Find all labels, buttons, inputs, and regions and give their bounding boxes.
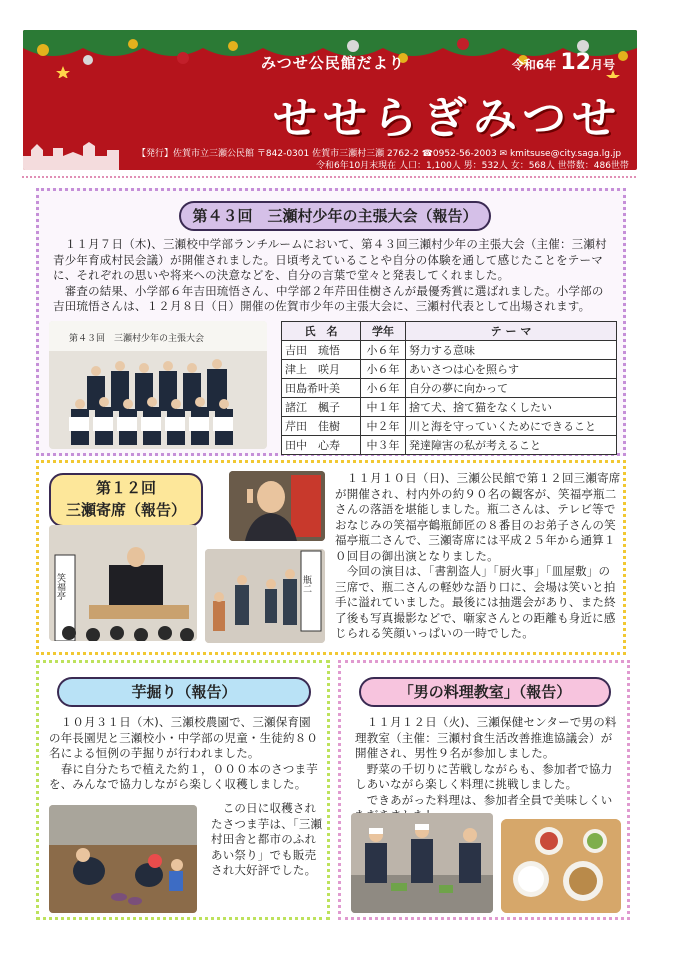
header-grade: 学年 [361,322,406,341]
newsletter-title: せせらぎみつせ [273,93,623,144]
article-youth-speech [36,188,626,456]
address: 〒842-0301 佐賀市三瀬村三瀬 2762-2 [256,149,419,159]
cell-theme: 捨て犬、捨て猫をなくしたい [406,398,617,417]
population-stats: 令和6年10月末現在 人口：1,100人 男：532人 女：568人 世帯数：486世帯 [316,161,629,170]
cell-grade: 中３年 [361,436,406,455]
table-row [282,398,617,417]
cell-theme: 努力する意味 [406,341,617,360]
cell-grade: 中１年 [361,398,406,417]
divider [22,176,636,180]
article-body-side: この日に収穫されたさつま芋は、「三瀬村田舎と都市のふれあい祭り」でも販売され大好評でした。 [211,801,323,877]
email: kmitsuse@city.saga.lg.jp [509,149,622,159]
article-title: 第４３回 三瀬村少年の主張大会（報告） [179,201,491,231]
article-body: １１月１２日（火)、三瀬保健センターで男の料理教室（主催：三瀬村食生活改善推進協議会）が開催され、男性９名が参加しました。 野菜の千切りに苦戦しながらも、参加者で協力しあいながら楽しく料理に挑戦しました。 できあがった料理は、参加者全員で美味しくい [355,715,617,807]
speakers-table [281,321,617,455]
article-title: 「男の料理教室」（報告） [359,677,611,707]
cell-name: 田中 心寿 [282,436,361,455]
cooking-class-photo [351,813,493,913]
cell-grade: 中２年 [361,417,406,436]
header-theme: テ ー マ [406,322,617,341]
mail-icon: ✉ [499,149,508,159]
title-line-2: 三瀬寄席（報告） [65,501,186,519]
newsletter-header [23,30,637,170]
photo-banner-text: 第４３回 三瀬村少年の主張大会 [69,334,205,344]
cell-grade: 小６年 [361,379,406,398]
newsletter-subtitle: みつせ公民館だより [261,54,405,72]
issue-month: 12 [560,50,591,75]
rakugo-stage-photo [49,525,197,641]
table-row [282,360,617,379]
cell-name: 津上 咲月 [282,360,361,379]
table-row [282,417,617,436]
lottery-photo [205,549,325,643]
table-row [282,436,617,455]
speech-contest-photo [49,321,267,449]
cell-theme: あいさつは心を照らす [406,360,617,379]
rakugo-performer-photo [229,471,325,541]
publisher: 【発行】佐賀市立三瀬公民館 [137,149,255,159]
cell-theme: 川と海を守っていくためにできること [406,417,617,436]
phone: ☎0952-56-2003 [421,149,497,159]
article-body: １０月３１日（木)、三瀬校農園で、三瀬保育園の年長園児と三瀬校小・中学部の児童・生徒約８０名による恒例の芋掘りが行われました。 春に自分たちで植えた約１，０００本のさつま芋を、みんなで協力しながら楽しく収穫しました。 [49,715,319,791]
issue-suffix: 月号 [590,58,615,72]
cell-grade: 小６年 [361,360,406,379]
article-title: 芋掘り（報告） [57,677,311,707]
cell-name: 田島希叶美 [282,379,361,398]
article-mitsuse-yose [36,460,626,655]
cell-theme: 自分の夢に向かって [406,379,617,398]
article-mens-cooking [338,660,630,920]
banner-left-text: 笑福亭 [55,573,65,600]
issue-era: 令和6年 [511,58,557,72]
article-body: １１月１０日（日)、三瀬公民館で第１２回三瀬寄席が開催され、村内外の約９０名の観客が、笑福亭瓶二さんの落語を堪能しました。瓶二さんは、テレビ等でおなじみの笑福亭鶴瓶師匠の８番目のお弟子さんの笑福亭瓶二さんで、三瀬寄席には平成２５年から通算１０回目の御出演となりました。 今回の演目は、「書割盗人」「厨火事」「皿屋敷」の三席で、瓶二さんの軽妙な語り口に、会場は笑いと拍手に溢れていました。最後には抽選会があり、また終了後も写真撮影などで、噺家さんとの距離も身近に感じられる笑顔いっぱいの一時でした。 [335,471,621,640]
cell-grade: 小６年 [361,341,406,360]
cell-name: 吉田 琉悟 [282,341,361,360]
article-body: １１月７日（木)、三瀬校中学部ランチルームにおいて、第４３回三瀬村少年の主張大会（主催：三瀬村青少年育成村民会議）が開催されました。日頃考えていることや自分の体験を通して感じたことをテーマに、それぞれの思いや将来への決意などを、自分の言葉で堂々と発表してくれました。 審査の結果、小学部６年吉田琉悟さん、中学部２年芹田佳樹さんが最優秀賞に選ばれました。小学部の吉田琉悟さんは、１２月８日（日）開催の佐賀市少年の主張大会に、三瀬村代表として出場されます。 [53,237,607,313]
header-name: 氏 名 [282,322,361,341]
table-header-row [282,322,617,341]
potato-digging-photo [49,805,197,913]
cell-name: 芹田 佳樹 [282,417,361,436]
finished-dishes-photo [501,819,621,913]
table-row [282,379,617,398]
cell-theme: 発達障害の私が考えること [406,436,617,455]
banner-right-text: 瓶二 [301,575,311,593]
article-potato-digging [36,660,330,920]
table-row [282,341,617,360]
cell-name: 諸江 楓子 [282,398,361,417]
article-title [49,473,203,527]
title-line-1: 第１２回 [95,479,156,497]
issue-date [512,50,615,75]
